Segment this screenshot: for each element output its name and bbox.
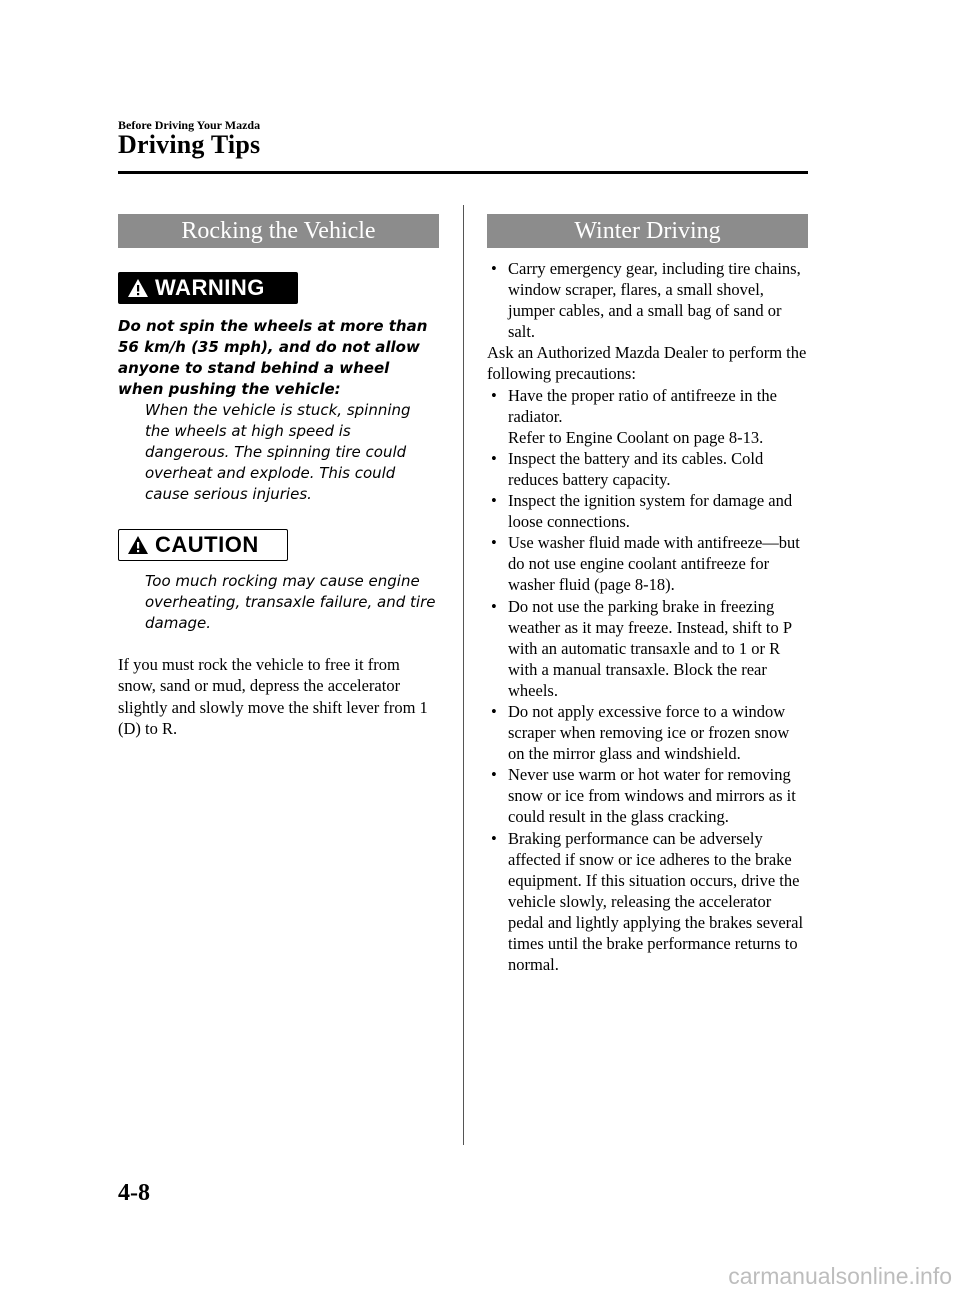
warning-label-text: WARNING xyxy=(155,275,265,300)
engine-coolant-reference: Refer to Engine Coolant on page 8-13. xyxy=(508,427,764,447)
list-item: • Inspect the ignition system for damage and loose connections. xyxy=(487,490,808,532)
caution-body-text: Too much rocking may cause engine overheating, transaxle failure, and tire damage. xyxy=(145,572,436,632)
right-column xyxy=(487,214,808,975)
precaution-list xyxy=(487,385,808,976)
left-column xyxy=(118,214,439,739)
list-item xyxy=(487,385,808,448)
warning-label xyxy=(118,272,298,304)
page-number: 4-8 xyxy=(118,1180,150,1206)
emergency-gear-list xyxy=(487,258,808,342)
warning-triangle-icon xyxy=(127,278,149,298)
rocking-paragraph: If you must rock the vehicle to free it from snow, sand or mud, depress the accelerator slightly and slowly move the shift lever from 1 (D) to R. xyxy=(118,655,428,738)
column-divider xyxy=(463,205,464,1145)
warning-bold-text: Do not spin the wheels at more than 56 km/h (35 mph), and do not allow anyone to stand behind a wheel when pushing the vehicle: xyxy=(118,317,428,398)
rocking-vehicle-heading: Rocking the Vehicle xyxy=(118,214,439,248)
list-item-text: Have the proper ratio of antifreeze in the radiator. xyxy=(508,385,777,426)
list-item: • Inspect the battery and its cables. Cold reduces battery capacity. xyxy=(487,448,808,490)
watermark: carmanualsonline.info xyxy=(728,1263,952,1289)
winter-driving-heading: Winter Driving xyxy=(487,214,808,248)
list-item: • Carry emergency gear, including tire chains, window scraper, flares, a small shovel, jumper cables, and a small bag of sand or salt. xyxy=(487,258,808,342)
caution-triangle-icon xyxy=(127,535,149,555)
list-item: • Braking performance can be adversely affected if snow or ice adheres to the brake equipment. If this situation occurs, drive the vehicle slowly, releasing the accelerator pedal and lightly applying the brakes several times until the brake performance returns to normal. xyxy=(487,828,808,976)
caution-label xyxy=(118,529,288,561)
warning-body-text: When the vehicle is stuck, spinning the wheels at high speed is dangerous. The spinning tire could overheat and explode. This could cause serious injuries. xyxy=(145,401,411,503)
list-item: • Do not apply excessive force to a window scraper when removing ice or frozen snow on the mirror glass and windshield. xyxy=(487,701,808,764)
header-divider xyxy=(118,171,808,174)
list-item: • Use washer fluid made with antifreeze―but do not use engine coolant antifreeze for washer fluid (page 8-18). xyxy=(487,532,808,595)
dealer-intro: Ask an Authorized Mazda Dealer to perform the following precautions: xyxy=(487,343,807,384)
breadcrumb: Before Driving Your Mazda xyxy=(118,118,261,132)
list-item: • Never use warm or hot water for removing snow or ice from windows and mirrors as it could result in the glass cracking. xyxy=(487,764,808,827)
caution-label-text: CAUTION xyxy=(155,532,259,557)
page-title: Driving Tips xyxy=(118,130,261,159)
list-item: • Do not use the parking brake in freezing weather as it may freeze. Instead, shift to P with an automatic transaxle and to 1 or R with a manual transaxle. Block the rear wheels. xyxy=(487,596,808,701)
